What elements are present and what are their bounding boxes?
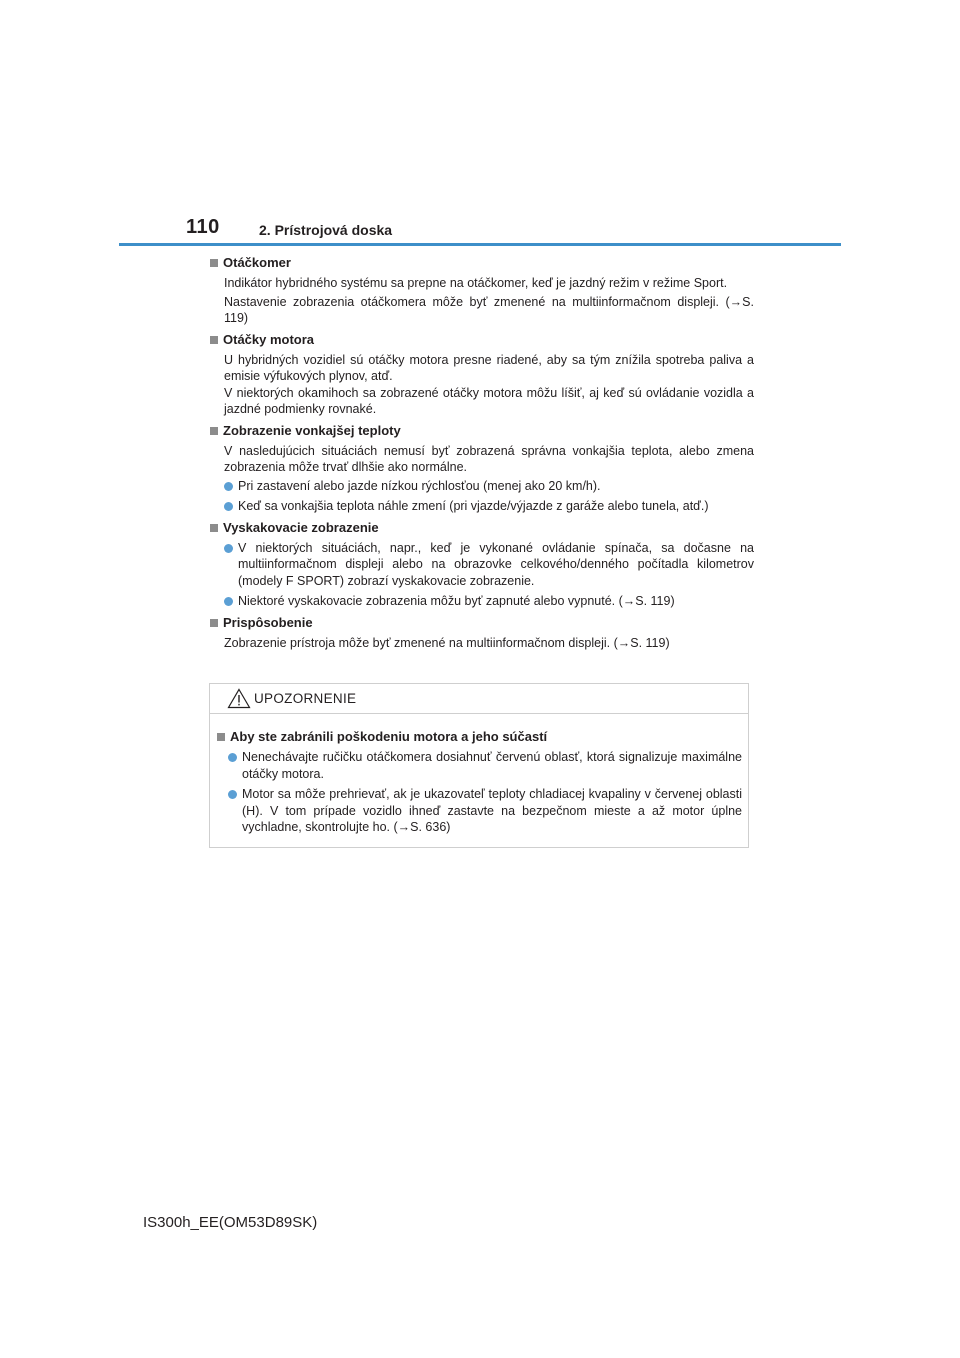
- document-code: IS300h_EE(OM53D89SK): [143, 1214, 318, 1231]
- caution-box: [209, 683, 749, 848]
- list-item: [224, 593, 754, 610]
- page-number: 110: [186, 216, 220, 238]
- square-bullet-icon: [210, 524, 218, 532]
- list-item-text: Niektoré vyskakovacie zobrazenia môžu byť zapnuté alebo vypnuté. (→S. 119): [238, 594, 675, 608]
- section-heading: [209, 614, 754, 632]
- section-heading: [209, 254, 754, 272]
- round-bullet-icon: [228, 753, 237, 762]
- list-item-text: Nenechávajte ručičku otáčkomera dosiahnuť červenú oblasť, ktorá signalizuje maximálne otáčky motora.: [242, 750, 742, 781]
- section-heading: [209, 519, 754, 537]
- header-rule: [119, 243, 841, 246]
- section-title: 2. Prístrojová doska: [259, 222, 393, 238]
- caution-heading-text: Aby ste zabránili poškodeniu motora a jeho súčastí: [230, 729, 548, 744]
- list-item-text: Keď sa vonkajšia teplota náhle zmení (pri vjazde/výjazde z garáže alebo tunela, atď.): [238, 499, 709, 513]
- paragraph: U hybridných vozidiel sú otáčky motora presne riadené, aby sa tým znížila spotreba paliva a emisie výfukových plynov, atď. V niektorých okamihoch sa zobrazené otáčky motora môžu líšiť, aj keď sú ovládanie vozidla a jazdné podmienky rovnaké.: [224, 352, 754, 416]
- caution-header: [210, 684, 748, 714]
- list-item-text: Pri zastavení alebo jazde nízkou rýchlosťou (menej ako 20 km/h).: [238, 478, 601, 493]
- list-item-text: V niektorých situáciách, napr., keď je vykonané ovládanie spínača, sa dočasne na multiinformačnom displeji alebo na obrazovke celkového/denného počítadla kilometrov (modely F SPORT) zobrazí vyskakovacie zobrazenie.: [238, 540, 754, 588]
- paragraph: V nasledujúcich situáciách nemusí byť zobrazená správna vonkajšia teplota, alebo zmena zobrazenia môže trvať dlhšie ako normálne.: [224, 443, 754, 474]
- caution-body: [210, 714, 748, 836]
- round-bullet-icon: [224, 502, 233, 511]
- round-bullet-icon: [224, 482, 233, 491]
- paragraph: Zobrazenie prístroja môže byť zmenené na multiinformačnom displeji. (→S. 119): [224, 635, 670, 650]
- round-bullet-icon: [228, 790, 237, 799]
- warning-icon: [227, 688, 251, 709]
- list-item: [224, 540, 754, 590]
- paragraph: Nastavenie zobrazenia otáčkomera môže byť zmenené na multiinformačnom displeji. (→S. 119): [224, 294, 754, 325]
- round-bullet-icon: [224, 597, 233, 606]
- caution-heading: [216, 728, 742, 746]
- section-heading: [209, 422, 754, 440]
- caution-label: UPOZORNENIE: [254, 691, 357, 706]
- section-heading: [209, 331, 754, 349]
- round-bullet-icon: [224, 544, 233, 553]
- square-bullet-icon: [210, 336, 218, 344]
- paragraph: Indikátor hybridného systému sa prepne na otáčkomer, keď je jazdný režim v režime Sport.: [224, 276, 728, 290]
- section-heading-text: Prispôsobenie: [223, 614, 313, 630]
- list-item: [224, 498, 754, 515]
- section-heading-text: Otáčkomer: [223, 255, 291, 270]
- list-item-text: Motor sa môže prehrievať, ak je ukazovateľ teploty chladiacej kvapaliny v červenej oblasti (H). V tom prípade vozidlo ihneď zastavte na bezpečnom mieste a až motor úplne vychladne, skontrolujte ho. (→S. 636): [242, 787, 742, 834]
- main-content: [209, 254, 754, 653]
- page-header: [0, 0, 960, 250]
- square-bullet-icon: [210, 259, 218, 267]
- section-heading-text: Zobrazenie vonkajšej teploty: [223, 422, 401, 438]
- square-bullet-icon: [210, 619, 218, 627]
- list-item: [228, 786, 742, 836]
- section-heading-text: Vyskakovacie zobrazenie: [223, 519, 379, 535]
- square-bullet-icon: [217, 733, 225, 741]
- section-heading-text: Otáčky motora: [223, 331, 315, 347]
- list-item: [228, 749, 742, 782]
- list-item: [224, 478, 754, 495]
- square-bullet-icon: [210, 427, 218, 435]
